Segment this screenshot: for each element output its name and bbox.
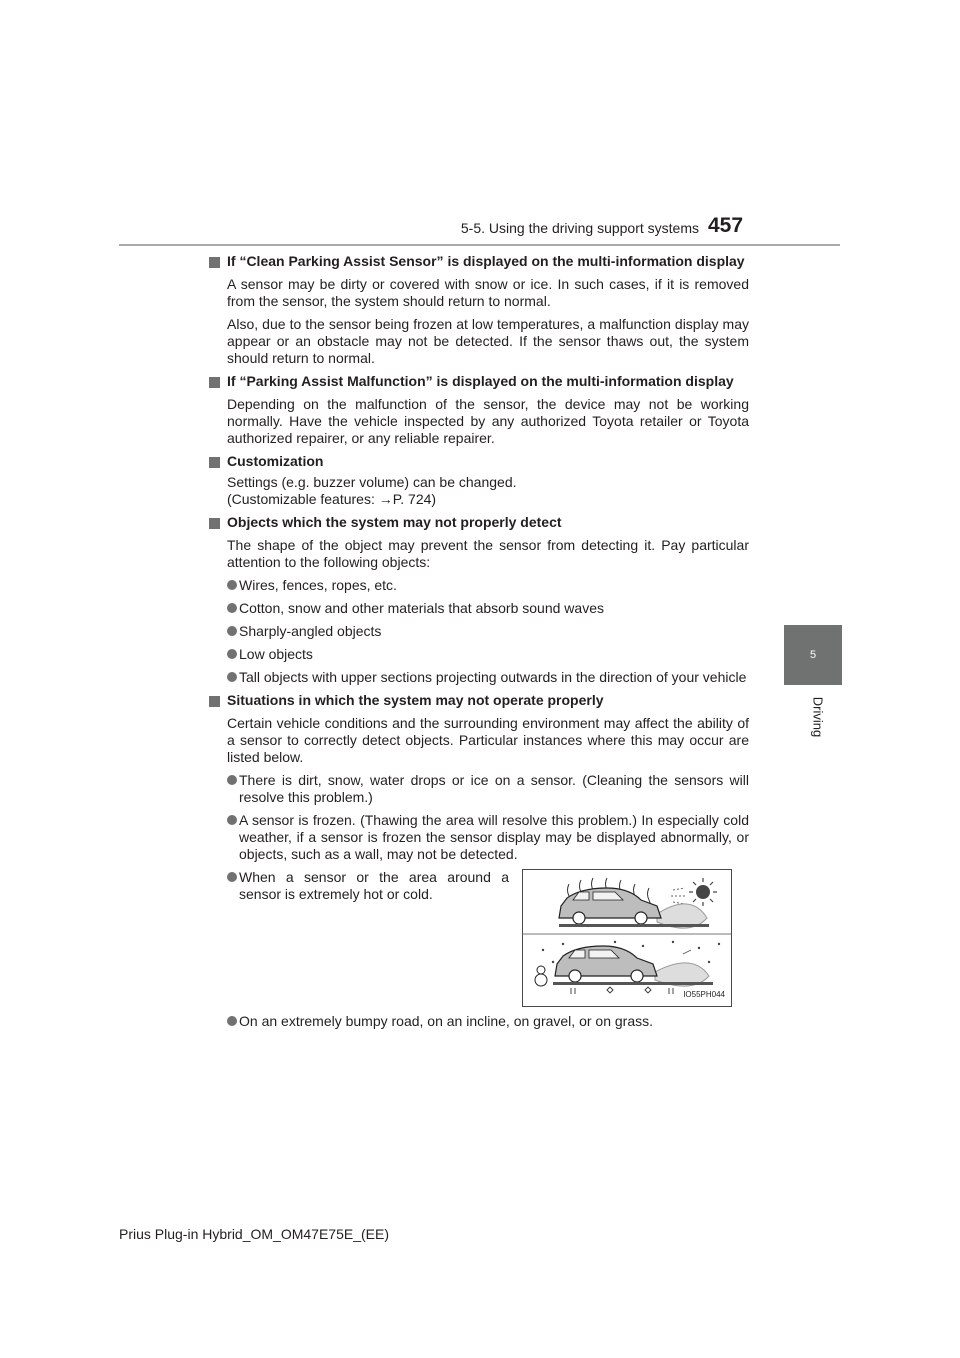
list-item: A sensor is frozen. (Thawing the area will resolve this problem.) In especially cold weather, if a sensor is frozen the sensor display may be displayed abnormally, or objects, such as a wall, may not be detected.	[209, 812, 749, 863]
bullet-icon	[227, 1016, 237, 1026]
heading-malfunction: If “Parking Assist Malfunction” is displayed on the multi-information display	[209, 373, 749, 390]
car-top-icon	[559, 888, 661, 924]
header-divider	[119, 244, 840, 246]
list-item: Sharply-angled objects	[209, 623, 749, 640]
reference-prefix: (Customizable features:	[227, 491, 379, 507]
page-header	[0, 0, 960, 250]
list-item: When a sensor or the area around a sensor is extremely hot or cold.	[209, 869, 509, 903]
paragraph: Depending on the malfunction of the sensor, the device may not be working normally. Have the vehicle inspected by any authorized Toyota retailer or Toyota authorized repairer, or any reliable repairer.	[227, 396, 749, 446]
chapter-label-text: Driving	[810, 696, 826, 738]
reference-page: P. 724)	[392, 491, 437, 507]
footer-doc-id: Prius Plug-in Hybrid_OM_OM47E75E_(EE)	[119, 1226, 389, 1242]
list-item: On an extremely bumpy road, on an incline, on gravel, or on grass.	[209, 1013, 749, 1030]
customization-reference[interactable]	[227, 491, 749, 508]
list-item: There is dirt, snow, water drops or ice on a sensor. (Cleaning the sensors will resolve this problem.)	[209, 772, 749, 806]
snowman-icon	[535, 966, 547, 986]
sun-icon	[671, 878, 717, 906]
heading-situations: Situations in which the system may not operate properly	[209, 692, 749, 709]
chapter-number: 5	[809, 649, 817, 661]
hot-cold-sensor-figure	[522, 869, 732, 1007]
paragraph: Also, due to the sensor being frozen at low temperatures, a malfunction display may appear or an obstacle may not be detected. If the sensor thaws out, the system should return to normal.	[227, 316, 749, 366]
figure-row	[209, 869, 749, 1007]
list-item: Low objects	[209, 646, 749, 663]
chapter-label	[788, 692, 838, 742]
bullet-icon	[227, 626, 237, 636]
page-number: 457	[708, 214, 744, 237]
section-title: 5-5. Using the driving support systems	[460, 220, 699, 236]
car-bottom-icon	[555, 946, 657, 982]
paragraph: A sensor may be dirty or covered with snow or ice. In such cases, if it is removed from the sensor, the system should return to normal.	[227, 276, 749, 309]
bullet-icon	[227, 603, 237, 613]
list-item: Cotton, snow and other materials that absorb sound waves	[209, 600, 749, 617]
page-content	[209, 253, 749, 1030]
heading-objects: Objects which the system may not properly detect	[209, 514, 749, 531]
paragraph: Certain vehicle conditions and the surrounding environment may affect the ability of a sensor to correctly detect objects. Particular instances where this may occur are listed below.	[227, 715, 749, 765]
customization-text	[209, 474, 749, 508]
figure-code: IO55PH044	[683, 990, 725, 999]
bullet-icon	[227, 775, 237, 785]
bullet-icon	[227, 649, 237, 659]
paragraph: The shape of the object may prevent the sensor from detecting it. Pay particular attention to the following objects:	[227, 537, 749, 570]
customization-line: Settings (e.g. buzzer volume) can be changed.	[227, 474, 517, 490]
bullet-icon	[227, 872, 237, 882]
heading-customization: Customization	[209, 453, 749, 470]
bullet-icon	[227, 580, 237, 590]
bullet-icon	[227, 672, 237, 682]
arrow-icon: →	[378, 491, 393, 507]
list-item: Wires, fences, ropes, etc.	[209, 577, 749, 594]
chapter-tab[interactable]	[784, 625, 842, 685]
list-item: Tall objects with upper sections projecting outwards in the direction of your vehicle	[209, 669, 749, 686]
heading-clean-sensor: If “Clean Parking Assist Sensor” is displayed on the multi-information display	[209, 253, 749, 270]
bullet-icon	[227, 815, 237, 825]
